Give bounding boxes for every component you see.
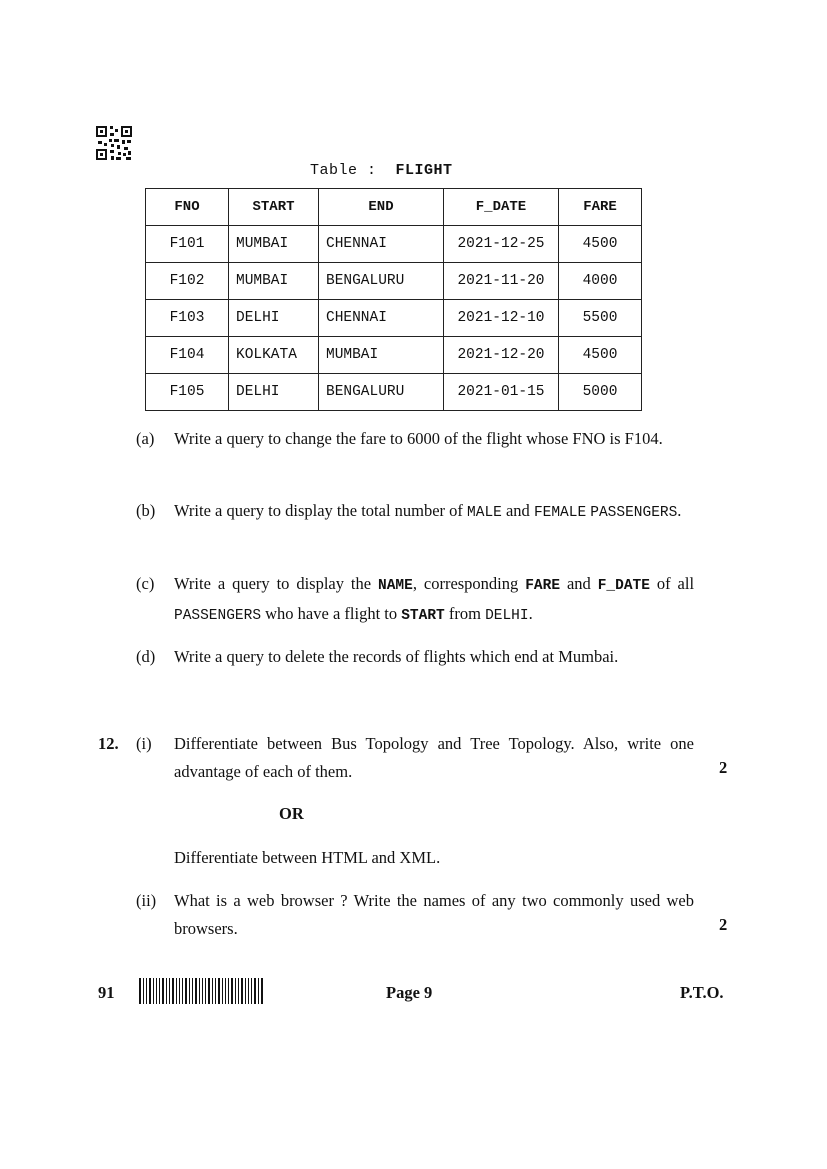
cell-f-date: 2021-12-25 — [444, 226, 559, 263]
or-separator: OR — [279, 804, 304, 823]
table-caption-name: FLIGHT — [395, 162, 453, 179]
table-row — [146, 226, 642, 263]
marks: 2 — [719, 758, 728, 777]
text-segment: . — [677, 501, 682, 520]
keyword-passengers: PASSENGERS — [590, 505, 678, 521]
question-label: (i) — [136, 734, 152, 753]
text-segment: , corresponding — [412, 574, 519, 593]
text-segment: . — [528, 604, 533, 623]
column-header-start: START — [229, 189, 319, 226]
cell-fare: 5000 — [559, 374, 642, 411]
table-row — [146, 263, 642, 300]
keyword-delhi: DELHI — [485, 608, 529, 624]
keyword-start: START — [401, 608, 445, 624]
cell-fno: F105 — [146, 374, 229, 411]
qr-code — [96, 126, 132, 160]
cell-start: DELHI — [229, 374, 319, 411]
text-segment: and — [505, 501, 530, 520]
question-label: (d) — [136, 647, 156, 666]
marks: 2 — [719, 915, 728, 934]
flight-table — [145, 188, 642, 411]
cell-fno: F104 — [146, 337, 229, 374]
barcode — [139, 978, 263, 1004]
cell-start: DELHI — [229, 300, 319, 337]
page-number: Page 9 — [386, 983, 433, 1002]
cell-f-date: 2021-11-20 — [444, 263, 559, 300]
question-text — [174, 497, 694, 527]
question-text: What is a web browser ? Write the names of any two commonly used web browsers. — [174, 891, 694, 938]
table-caption-prefix: Table : — [310, 162, 377, 179]
pto-label: P.T.O. — [680, 983, 724, 1002]
text-segment: from — [448, 604, 481, 623]
cell-fare: 4500 — [559, 337, 642, 374]
keyword-fare: FARE — [525, 578, 561, 594]
column-header-end: END — [319, 189, 444, 226]
keyword-name: NAME — [378, 578, 413, 594]
cell-end: MUMBAI — [319, 337, 444, 374]
cell-start: KOLKATA — [229, 337, 319, 374]
keyword-passengers: PASSENGERS — [174, 608, 262, 624]
table-row — [146, 374, 642, 411]
cell-fno: F102 — [146, 263, 229, 300]
cell-start: MUMBAI — [229, 226, 319, 263]
cell-fare: 4500 — [559, 226, 642, 263]
question-text: Write a query to change the fare to 6000 of the flight whose FNO is F104. — [174, 429, 663, 448]
table-header-row — [146, 189, 642, 226]
cell-end: CHENNAI — [319, 226, 444, 263]
table-caption — [310, 162, 453, 179]
text-segment: Write a query to display the — [174, 574, 372, 593]
cell-fno: F101 — [146, 226, 229, 263]
question-text: Differentiate between Bus Topology and Tree Topology. Also, write one advantage of each of them. — [174, 734, 694, 781]
question-label: (c) — [136, 574, 155, 593]
keyword-female: FEMALE — [533, 505, 587, 521]
question-number: 12. — [98, 734, 119, 753]
cell-fare: 5500 — [559, 300, 642, 337]
question-alternative: Differentiate between HTML and XML. — [174, 848, 441, 867]
cell-start: MUMBAI — [229, 263, 319, 300]
text-segment: of all — [656, 574, 695, 593]
column-header-fare: FARE — [559, 189, 642, 226]
question-label: (ii) — [136, 891, 157, 910]
cell-f-date: 2021-01-15 — [444, 374, 559, 411]
table-row — [146, 337, 642, 374]
question-text: Write a query to delete the records of flights which end at Mumbai. — [174, 647, 619, 666]
paper-code: 91 — [98, 983, 115, 1002]
column-header-f-date: F_DATE — [444, 189, 559, 226]
text-segment: who have a flight to — [265, 604, 398, 623]
column-header-fno: FNO — [146, 189, 229, 226]
cell-end: BENGALURU — [319, 374, 444, 411]
table-row — [146, 300, 642, 337]
cell-fno: F103 — [146, 300, 229, 337]
keyword-male: MALE — [467, 505, 502, 521]
cell-end: BENGALURU — [319, 263, 444, 300]
text-segment: Write a query to display the total number of — [174, 501, 463, 520]
keyword-f-date: F_DATE — [597, 578, 650, 594]
cell-f-date: 2021-12-10 — [444, 300, 559, 337]
question-text — [174, 570, 694, 630]
cell-f-date: 2021-12-20 — [444, 337, 559, 374]
cell-end: CHENNAI — [319, 300, 444, 337]
question-label: (a) — [136, 429, 155, 448]
cell-fare: 4000 — [559, 263, 642, 300]
text-segment: and — [566, 574, 591, 593]
question-label: (b) — [136, 501, 156, 520]
